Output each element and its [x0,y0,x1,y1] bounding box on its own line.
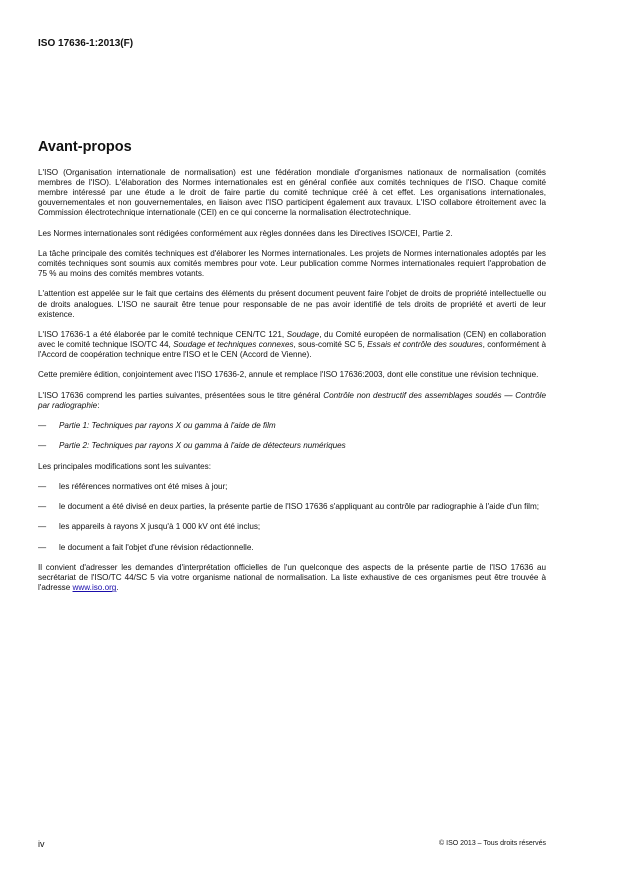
paragraph-iso-organisation: L'ISO (Organisation internationale de normalisation) est une fédération mondiale d'organismes nationaux de normalisation (comités membres de l'ISO). L'élaboration des Normes internationales est en général confiée aux comités techniques de l'ISO. Chaque comité membre intéressé par une étude a le droit de faire partie du comité technique créé à cet effet. Les organisations internationales, gouvernementales et non gouvernementales, en liaison avec l'ISO participent également aux travaux. L'ISO collabore étroitement avec la Commission électrotechnique internationale (CEI) en ce qui concerne la normalisation électrotechnique. [38,168,546,218]
list-item-modification [38,522,546,532]
dash-bullet: — [38,522,47,532]
document-id: ISO 17636-1:2013(F) [38,38,134,49]
list-item-modification [38,482,546,492]
general-title-italic: Contrôle non destructif des assemblages soudés — Contrôle par radiographie [38,390,546,410]
text-segment: L'ISO 17636 comprend les parties suivantes, présentées sous le titre général [38,390,324,400]
committee-name-italic: Soudage et techniques connexes [173,339,294,349]
paragraph-interpretation-requests [38,563,546,593]
paragraph-modifications-intro: Les principales modifications sont les suivantes: [38,461,211,471]
dash-bullet: — [38,441,47,451]
paragraph-edition: Cette première édition, conjointement avec l'ISO 17636-2, annule et remplace l'ISO 17636:2003, dont elle constitue une révision technique. [38,370,539,380]
part-title: Partie 1: Techniques par rayons X ou gamma à l'aide de film [59,421,276,430]
modification-text: le document a fait l'objet d'une révision rédactionnelle. [59,542,254,552]
text-segment: , sous-comité SC 5, [293,339,368,349]
text-segment: , du Comité européen de normalisation (CEN) en collaboration avec le comité technique ISO/TC 44, [38,329,546,349]
text-segment: . [116,583,119,593]
subcommittee-name-italic: Essais et contrôle des soudures [367,339,483,349]
text-segment: Il convient d'adresser les demandes d'interprétation officielles de l'un quelconque des aspects de la présente partie de l'ISO 17636 au secrétariat de l'ISO/TC 44/SC 5 via votre organisme national de normalisation. La liste exhaustive de ces organismes peut être trouvée à l'adresse [38,562,546,593]
text-segment: : [97,400,100,410]
list-item-part-2 [38,441,546,451]
text-segment: , conformément à l'Accord de coopération technique entre l'ISO et le CEN (Accord de Vienne). [38,339,546,360]
text-segment: L'ISO 17636-1 a été élaborée par le comité technique CEN/TC 121, [38,329,287,339]
iso-website-link[interactable]: www.iso.org [72,583,117,593]
committee-name-italic: Soudage [286,329,320,339]
dash-bullet: — [38,421,47,430]
paragraph-prepared-by [38,330,546,360]
modification-text: les références normatives ont été mises à jour; [59,481,228,491]
paragraph-patent-rights: L'attention est appelée sur le fait que certains des éléments du présent document peuvent faire l'objet de droits de propriété intellectuelle ou de droits analogues. L'ISO ne saurait être tenue pour responsable de ne pas avoir identifié de tels droits de propriété et averti de leur existence. [38,289,546,319]
paragraph-technical-committees: La tâche principale des comités techniques est d'élaborer les Normes internationales. Les projets de Normes internationales adoptés par les comités techniques sont soumis aux comités membres pour vote. Leur publication comme Normes internationales requiert l'approbation de 75 % au moins des comités membres votants. [38,248,546,279]
list-item-modification [38,543,546,553]
list-item-part-1 [38,421,546,431]
paragraph-parts-intro [38,391,546,411]
dash-bullet: — [38,542,47,552]
document-body [38,168,546,603]
part-title: Partie 2: Techniques par rayons X ou gamma à l'aide de détecteurs numériques [59,441,346,451]
paragraph-directives: Les Normes internationales sont rédigées conformément aux règles données dans les Directives ISO/CEI, Partie 2. [38,228,453,238]
modification-text: le document a été divisé en deux parties, la présente partie de l'ISO 17636 s'appliquant au contrôle par radiographie à l'aide d'un film; [59,502,540,512]
page-title: Avant-propos [38,139,132,155]
dash-bullet: — [38,502,47,512]
copyright-notice: © ISO 2013 – Tous droits réservés [439,840,546,847]
page-number: iv [38,839,45,849]
dash-bullet: — [38,481,47,491]
list-item-modification [38,502,546,512]
modification-text: les appareils à rayons X jusqu'à 1 000 kV ont été inclus; [59,522,261,532]
